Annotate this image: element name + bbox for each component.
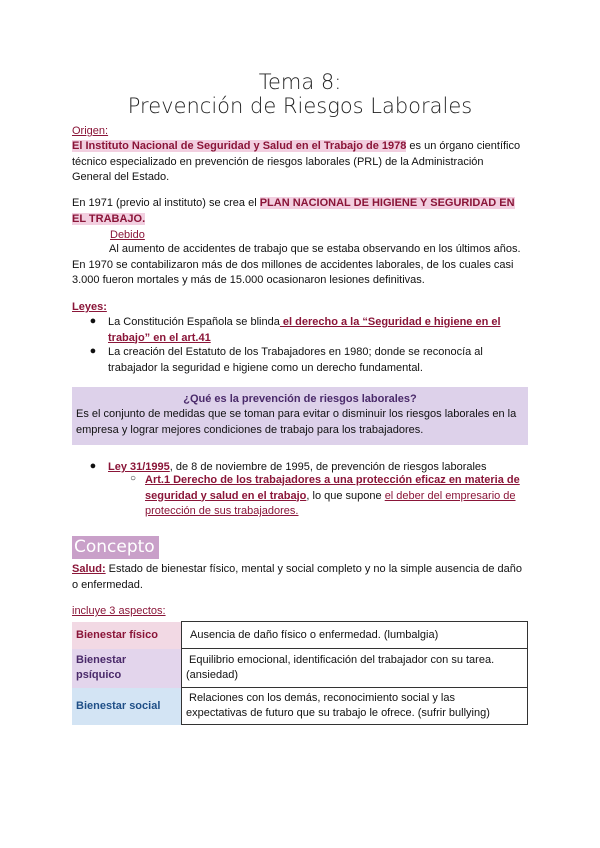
origen-text-3: General del Estado.	[72, 171, 170, 183]
ley31-link[interactable]: Ley 31/1995	[108, 461, 170, 473]
aspect-desc-psiquico-2: (ansiedad)	[186, 669, 238, 681]
definition-text-1: Es el conjunto de medidas que se toman para evitar o disminuir los riesgos laborales en la	[76, 408, 517, 420]
aspect-label-psiquico	[72, 649, 182, 688]
debido-text-2: En 1970 se contabilizaron más de dos millones de accidentes laborales, de los cuales casi	[72, 258, 514, 271]
table-row	[72, 622, 528, 649]
art1-text: , lo que supone	[306, 489, 385, 502]
aspect-label-psiquico-2: psíquico	[76, 669, 122, 681]
title-line-2: Prevención de Riesgos Laborales	[127, 94, 473, 118]
leyes-item-1	[108, 315, 528, 346]
bullet-dot: ●	[89, 315, 97, 327]
salud-text-2: o enfermedad.	[72, 578, 143, 591]
institute-name: El Instituto Nacional de Seguridad y Salud en el Trabajo de 1978	[72, 140, 407, 152]
aspect-desc-social-1: Relaciones con los demás, reconocimiento social y las	[189, 692, 455, 704]
art41-link-2[interactable]: trabajo” en el art.41	[108, 331, 211, 344]
origen-label: Origen:	[72, 125, 109, 137]
art1-link-1[interactable]: Art.1 Derecho de los trabajadores a una protección eficaz en materia de	[145, 474, 520, 486]
title-line-1: Tema 8:	[258, 70, 342, 94]
aspect-label-social: Bienestar social	[72, 688, 182, 725]
salud-label: Salud:	[72, 563, 106, 575]
definition-question: ¿Qué es la prevención de riesgos laborales?	[183, 393, 417, 405]
plan-name-1: PLAN NACIONAL DE HIGIENE Y SEGURIDAD EN	[259, 197, 515, 209]
aspect-desc-fisico	[182, 622, 528, 649]
definition-box	[72, 387, 528, 445]
plan-paragraph	[72, 196, 532, 227]
plan-intro: En 1971 (previo al instituto) se crea el	[72, 197, 260, 209]
table-row	[72, 688, 528, 725]
leyes-label: Leyes:	[72, 301, 107, 313]
ley31-text: , de 8 de noviembre de 1995, de prevención de riesgos laborales	[169, 461, 487, 473]
art41-link-1[interactable]: el derecho a la “Seguridad e higiene en el	[279, 316, 501, 328]
leyes-item-2	[108, 345, 528, 376]
origen-text-1: es un órgano científico	[406, 140, 521, 152]
origen-text-2: técnico especializado en prevención de riesgos laborales (PRL) de la Administración	[72, 155, 484, 168]
table-row	[72, 649, 528, 688]
aspect-desc-social	[182, 688, 528, 725]
plan-name-2: EL TRABAJO.	[72, 212, 146, 225]
debido-paragraph	[72, 242, 532, 289]
aspect-label-psiquico-1: Bienestar	[76, 654, 127, 666]
aspect-label-fisico: Bienestar físico	[72, 622, 182, 649]
concepto-heading: Concepto	[72, 536, 159, 559]
definition-answer	[72, 405, 528, 438]
sub-bullet-circle: ○	[129, 473, 137, 484]
aspect-desc-psiquico-1: Equilibrio emocional, identificación del trabajador con su tarea.	[189, 654, 495, 666]
empresario-link-1[interactable]: el deber del empresario de	[384, 489, 516, 502]
origen-paragraph	[72, 139, 532, 186]
salud-paragraph	[72, 562, 532, 593]
aspects-table	[72, 621, 528, 725]
debido-text-3: 3.000 fueron mortales y más de 15.000 ocasionaron lesiones definitivas.	[72, 274, 425, 286]
leyes-item-2-text-1: La creación del Estatuto de los Trabajadores en 1980; donde se reconocía al	[108, 346, 483, 358]
art1-link-2[interactable]: seguridad y salud en el trabajo	[145, 489, 307, 502]
art1-item	[145, 473, 535, 520]
definition-text-2: empresa y lograr mejores condiciones de trabajo para los trabajadores.	[76, 423, 424, 436]
leyes-item-1-text: La Constitución Española se blinda	[108, 316, 280, 328]
leyes-item-2-text-2: trabajador la seguridad e higiene como un derecho fundamental.	[108, 361, 423, 374]
incluye-label: incluye 3 aspectos:	[72, 605, 166, 617]
aspect-desc-social-2: expectativas de futuro que su trabajo le ofrece. (sufrir bullying)	[186, 707, 490, 719]
bullet-dot: ●	[89, 460, 97, 472]
aspect-desc-fisico-1: Ausencia de daño físico o enfermedad. (lumbalgia)	[190, 628, 439, 641]
debido-label: Debido	[110, 229, 145, 241]
bullet-dot: ●	[89, 345, 97, 357]
empresario-link-2[interactable]: protección de sus trabajadores.	[145, 505, 299, 517]
aspect-desc-psiquico	[182, 649, 528, 688]
salud-text-1: Estado de bienestar físico, mental y social completo y no la simple ausencia de daño	[105, 563, 523, 575]
debido-text-1: Al aumento de accidentes de trabajo que se estaba observando en los últimos años.	[109, 243, 521, 255]
